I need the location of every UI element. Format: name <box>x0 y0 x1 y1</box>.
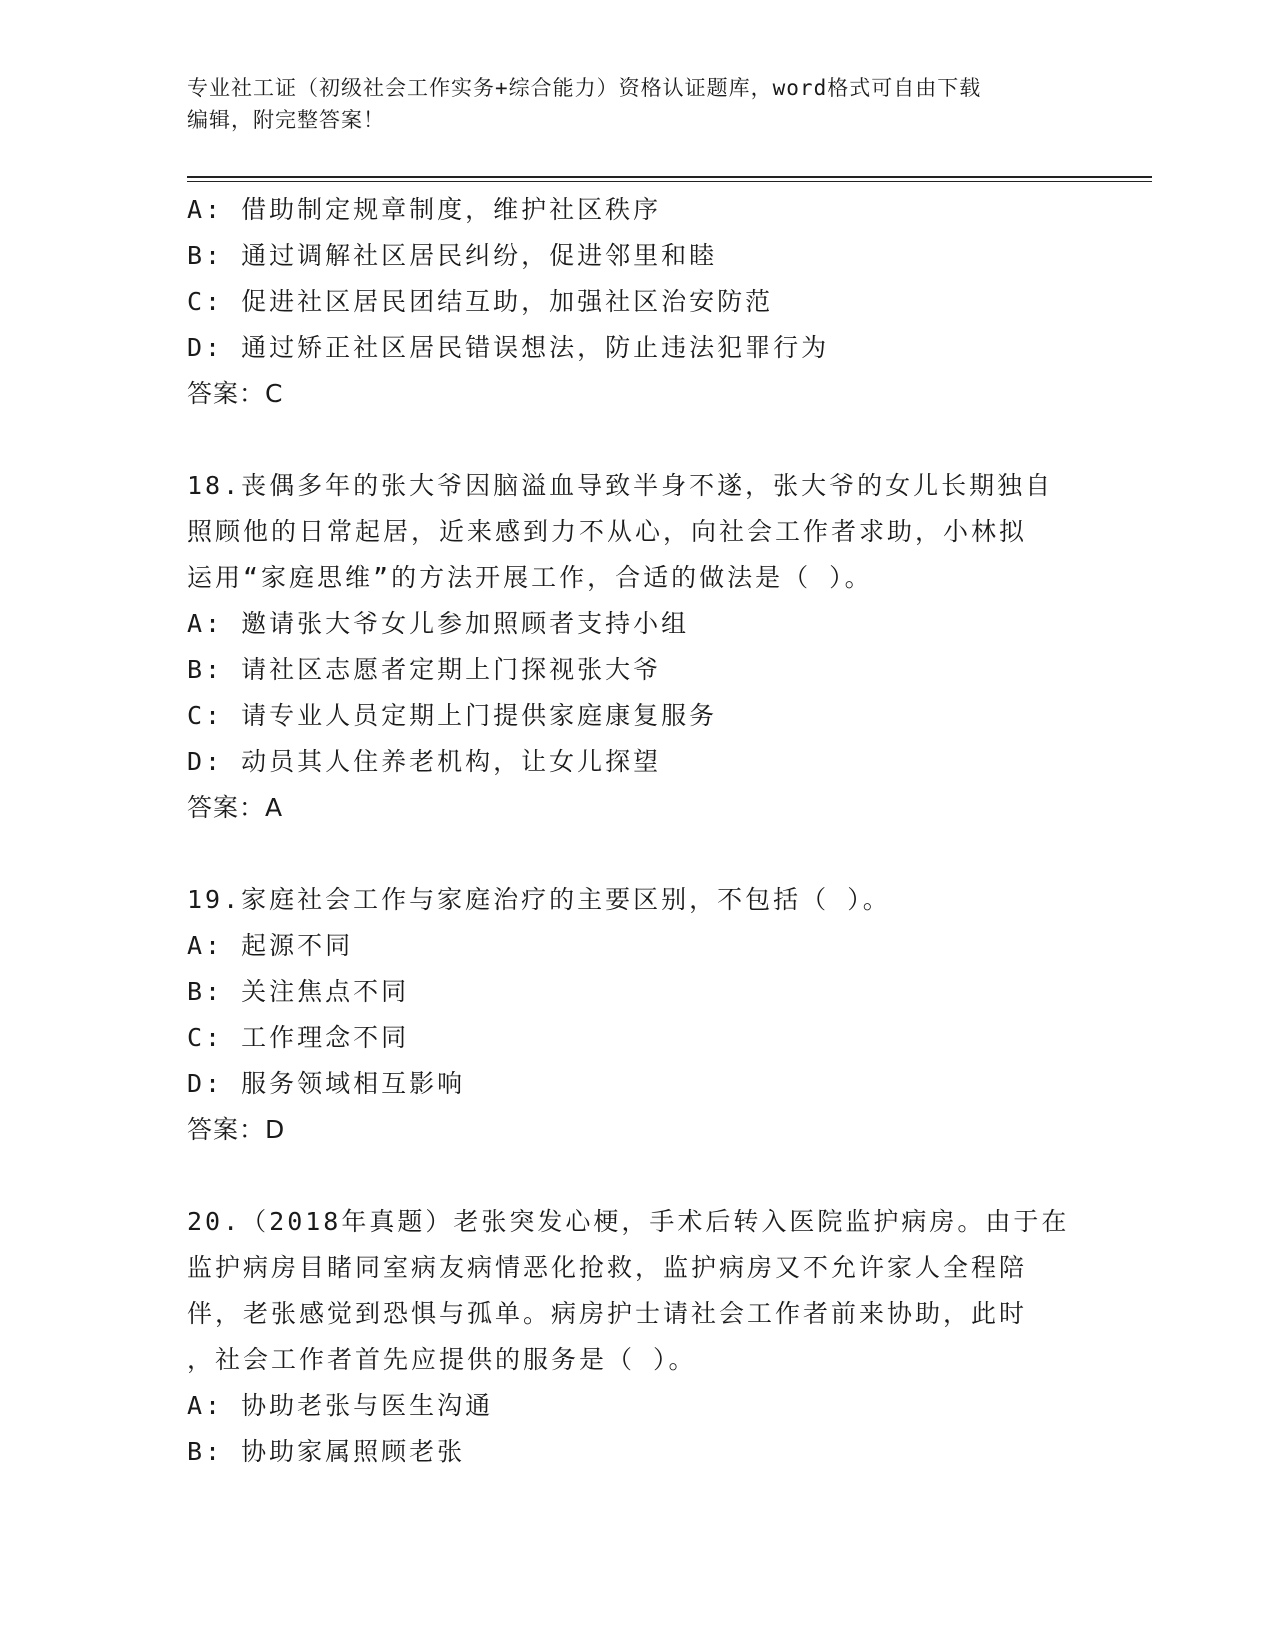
question-content <box>187 187 1087 1475</box>
question-stem-line: 伴，老张感觉到恐惧与孤单。病房护士请社会工作者前来协助，此时 <box>187 1299 1028 1328</box>
header-rule-thick <box>187 176 1152 178</box>
question-stem-line: 19.家庭社会工作与家庭治疗的主要区别，不包括（ ）。 <box>187 885 891 914</box>
option-a: A: 协助老张与医生沟通 <box>187 1391 494 1420</box>
question-stem-line: ，社会工作者首先应提供的服务是（ ）。 <box>187 1345 697 1374</box>
spacer <box>187 831 1087 877</box>
option-a: A: 起源不同 <box>187 931 354 960</box>
option-c: C: 促进社区居民团结互助，加强社区治安防范 <box>187 287 774 316</box>
header-line-2: 编辑，附完整答案！ <box>187 108 385 132</box>
spacer <box>187 417 1087 463</box>
question-20 <box>187 1199 1087 1475</box>
question-stem-line: 运用“家庭思维”的方法开展工作，合适的做法是（ ）。 <box>187 563 873 592</box>
question-stem-line: 照顾他的日常起居，近来感到力不从心，向社会工作者求助，小林拟 <box>187 517 1028 546</box>
option-c: C: 工作理念不同 <box>187 1023 410 1052</box>
option-c: C: 请专业人员定期上门提供家庭康复服务 <box>187 701 718 730</box>
option-b: B: 通过调解社区居民纠纷，促进邻里和睦 <box>187 241 718 270</box>
question-stem-line: 监护病房目睹同室病友病情恶化抢救，监护病房又不允许家人全程陪 <box>187 1253 1028 1282</box>
answer: 答案：C <box>187 379 284 408</box>
spacer <box>187 1153 1087 1199</box>
option-d: D: 动员其人住养老机构，让女儿探望 <box>187 747 662 776</box>
option-d: D: 通过矫正社区居民错误想法，防止违法犯罪行为 <box>187 333 830 362</box>
option-b: B: 关注焦点不同 <box>187 977 410 1006</box>
header-rule-thin <box>187 181 1152 182</box>
question-17 <box>187 187 1087 417</box>
option-a: A: 借助制定规章制度，维护社区秩序 <box>187 195 662 224</box>
header-line-1: 专业社工证（初级社会工作实务+综合能力）资格认证题库，word格式可自由下载 <box>187 76 982 100</box>
option-b: B: 请社区志愿者定期上门探视张大爷 <box>187 655 662 684</box>
question-19 <box>187 877 1087 1153</box>
option-b: B: 协助家属照顾老张 <box>187 1437 466 1466</box>
question-18 <box>187 463 1087 831</box>
document-header <box>187 72 1087 136</box>
option-a: A: 邀请张大爷女儿参加照顾者支持小组 <box>187 609 690 638</box>
option-d: D: 服务领域相互影响 <box>187 1069 466 1098</box>
question-stem-line: 20.（2018年真题）老张突发心梗，手术后转入医院监护病房。由于在 <box>187 1207 1070 1236</box>
answer: 答案：A <box>187 793 284 822</box>
question-stem-line: 18.丧偶多年的张大爷因脑溢血导致半身不遂，张大爷的女儿长期独自 <box>187 471 1054 500</box>
answer: 答案：D <box>187 1115 286 1144</box>
